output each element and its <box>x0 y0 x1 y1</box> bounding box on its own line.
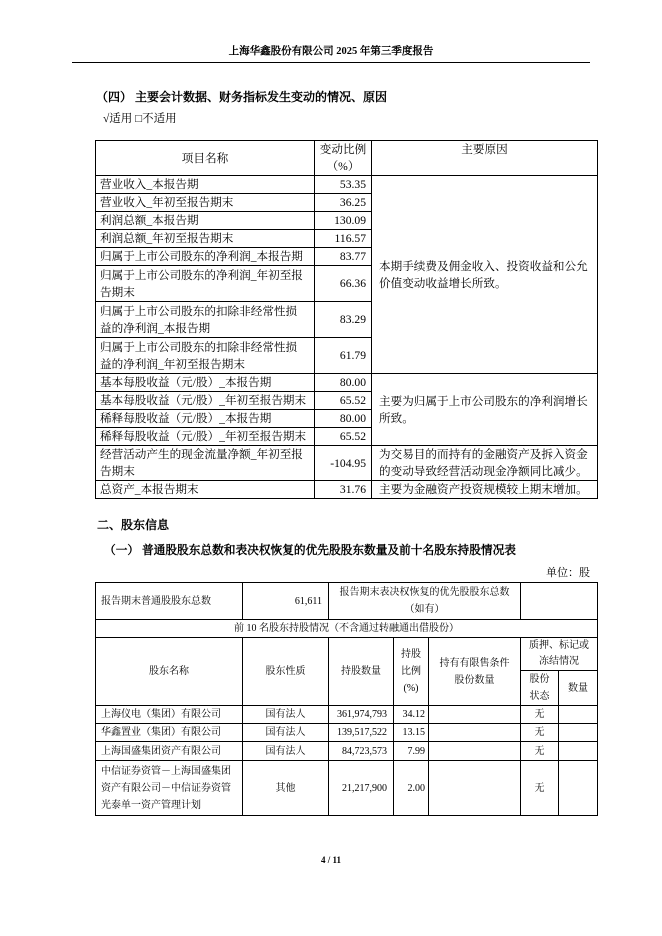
item-name <box>96 302 315 338</box>
pledge-qty <box>559 742 598 761</box>
unit-label: 单位：股 <box>546 567 590 579</box>
preferred-holders-total-value <box>521 583 598 620</box>
column-header-pledge <box>521 638 598 671</box>
table-row <box>96 446 598 481</box>
item-name-line: 告期末 <box>100 285 135 299</box>
column-header-line: 股份数量 <box>454 674 495 686</box>
change-reason: 主要为归属于上市公司股东的净利润增长所致。 <box>372 374 598 446</box>
column-header-line: 比例 <box>401 666 421 677</box>
shareholder-name-line: 中信证券资管－上海国盛集团 <box>101 765 231 777</box>
item-name: 利润总额_本报告期 <box>96 212 315 230</box>
shareholder-name-line: 光泰单一资产管理计划 <box>101 799 201 811</box>
table-row <box>96 481 598 499</box>
column-header-line: （%） <box>326 160 360 173</box>
item-name: 稀释每股收益（元/股）_年初至报告期末 <box>96 428 315 446</box>
restricted-shares <box>429 706 521 724</box>
table-row <box>96 176 598 194</box>
table-row <box>96 724 598 742</box>
holding-ratio: 7.99 <box>394 742 429 761</box>
column-header-pledge-status <box>521 671 559 706</box>
holding-ratio: 13.15 <box>394 724 429 742</box>
pledge-status: 无 <box>521 742 559 761</box>
shareholder-name <box>96 761 243 816</box>
item-name <box>96 266 315 302</box>
applicability-checkboxes: √适用 □不适用 <box>103 113 177 125</box>
change-ratio: 31.76 <box>315 481 372 499</box>
pledge-status: 无 <box>521 761 559 816</box>
shares-held: 139,517,522 <box>329 724 394 742</box>
column-header-line: (%) <box>403 683 419 694</box>
subsection-heading-top10: （一） 普通股股东总数和表决权恢复的优先股股东数量及前十名股东持股情况表 <box>104 544 516 557</box>
item-name-line: 益的净利润_年初至报告期末 <box>100 357 245 371</box>
change-ratio: 66.36 <box>315 266 372 302</box>
item-name: 归属于上市公司股东的净利润_本报告期 <box>96 248 315 266</box>
change-ratio: 36.25 <box>315 194 372 212</box>
column-header-item: 项目名称 <box>96 141 315 176</box>
column-header-line: 变动比例 <box>319 143 367 156</box>
item-name: 营业收入_本报告期 <box>96 176 315 194</box>
column-header-pledge-qty: 数量 <box>559 671 598 706</box>
label-line: 报告期末表决权恢复的优先股股东总数 <box>339 587 510 598</box>
column-header-line: 冻结情况 <box>539 656 580 667</box>
restricted-shares <box>429 724 521 742</box>
restricted-shares <box>429 742 521 761</box>
shares-held: 361,974,793 <box>329 706 394 724</box>
item-name: 稀释每股收益（元/股）_本报告期 <box>96 410 315 428</box>
change-ratio: -104.95 <box>315 446 372 481</box>
holding-ratio: 2.00 <box>394 761 429 816</box>
table-row <box>96 374 598 392</box>
item-name-line: 归属于上市公司股东的扣除非经常性损 <box>100 340 298 354</box>
pledge-qty <box>559 724 598 742</box>
change-ratio: 53.35 <box>315 176 372 194</box>
pledge-status: 无 <box>521 706 559 724</box>
item-name: 总资产_本报告期末 <box>96 481 315 499</box>
column-header-shares: 持股数量 <box>329 638 394 706</box>
shares-held: 21,217,900 <box>329 761 394 816</box>
column-header-nature: 股东性质 <box>243 638 329 706</box>
pledge-qty <box>559 706 598 724</box>
section-heading-shareholders: 二、股东信息 <box>97 518 170 532</box>
header-divider <box>72 62 590 63</box>
table-row <box>96 706 598 724</box>
item-name: 基本每股收益（元/股）_年初至报告期末 <box>96 392 315 410</box>
pledge-qty <box>559 761 598 816</box>
section-heading-changes: （四） 主要会计数据、财务指标发生变动的情况、原因 <box>96 90 388 104</box>
item-name-line: 经营活动产生的现金流量净额_年初至报 <box>100 448 303 461</box>
column-header-line: 持股 <box>401 649 421 660</box>
change-ratio: 116.57 <box>315 230 372 248</box>
table-header-row <box>96 638 598 671</box>
common-holders-total-value: 61,611 <box>243 583 329 620</box>
restricted-shares <box>429 761 521 816</box>
item-name <box>96 446 315 481</box>
financial-changes-table <box>95 140 598 499</box>
change-ratio: 83.29 <box>315 302 372 338</box>
shareholder-nature: 国有法人 <box>243 706 329 724</box>
item-name <box>96 338 315 374</box>
change-reason: 主要为金融资产投资规模较上期末增加。 <box>372 481 598 499</box>
holders-total-row <box>96 583 598 620</box>
page-number: 4 / 11 <box>320 855 341 865</box>
column-header-line: 状态 <box>529 691 550 702</box>
change-ratio: 65.52 <box>315 392 372 410</box>
shareholders-table <box>95 582 598 816</box>
column-header-line: 质押、标记或 <box>529 640 590 651</box>
item-name-line: 归属于上市公司股东的扣除非经常性损 <box>100 304 298 318</box>
item-name: 利润总额_年初至报告期末 <box>96 230 315 248</box>
column-header-name: 股东名称 <box>96 638 243 706</box>
pledge-status: 无 <box>521 724 559 742</box>
label-line: （如有） <box>404 604 445 615</box>
column-header-restricted <box>429 638 521 706</box>
item-name-line: 归属于上市公司股东的净利润_年初至报 <box>100 268 303 282</box>
column-header-reason: 主要原因 <box>372 141 598 176</box>
change-ratio: 80.00 <box>315 374 372 392</box>
column-header-ratio <box>394 638 429 706</box>
change-ratio: 83.77 <box>315 248 372 266</box>
column-header-change-ratio <box>315 141 372 176</box>
column-header-line: 股份 <box>529 674 550 685</box>
table-header-row <box>96 141 598 176</box>
item-name: 营业收入_年初至报告期末 <box>96 194 315 212</box>
shareholder-nature: 国有法人 <box>243 742 329 761</box>
item-name-line: 告期末 <box>100 465 135 478</box>
shareholder-nature: 其他 <box>243 761 329 816</box>
change-ratio: 130.09 <box>315 212 372 230</box>
column-header-line: 持有有限售条件 <box>439 657 510 669</box>
change-ratio: 61.79 <box>315 338 372 374</box>
shareholder-name: 华鑫置业（集团）有限公司 <box>96 724 243 742</box>
report-header-title: 上海华鑫股份有限公司 2025 年第三季度报告 <box>228 46 434 57</box>
table-row <box>96 761 598 816</box>
top10-caption-row <box>96 620 598 638</box>
shareholder-name: 上海国盛集团资产有限公司 <box>96 742 243 761</box>
holding-ratio: 34.12 <box>394 706 429 724</box>
change-ratio: 80.00 <box>315 410 372 428</box>
preferred-holders-total-label <box>329 583 521 620</box>
common-holders-total-label: 报告期末普通股股东总数 <box>96 583 243 620</box>
change-reason: 本期手续费及佣金收入、投资收益和公允价值变动收益增长所致。 <box>372 176 598 374</box>
top10-caption: 前 10 名股东持股情况（不含通过转融通出借股份） <box>96 620 598 638</box>
shareholder-name-line: 资产有限公司－中信证券资管 <box>101 782 231 794</box>
shareholder-name: 上海仪电（集团）有限公司 <box>96 706 243 724</box>
item-name: 基本每股收益（元/股）_本报告期 <box>96 374 315 392</box>
change-reason: 为交易目的而持有的金融资产及拆入资金的变动导致经营活动现金净额同比减少。 <box>372 446 598 481</box>
shares-held: 84,723,573 <box>329 742 394 761</box>
item-name-line: 益的净利润_本报告期 <box>100 321 211 335</box>
change-ratio: 65.52 <box>315 428 372 446</box>
table-row <box>96 742 598 761</box>
shareholder-nature: 国有法人 <box>243 724 329 742</box>
